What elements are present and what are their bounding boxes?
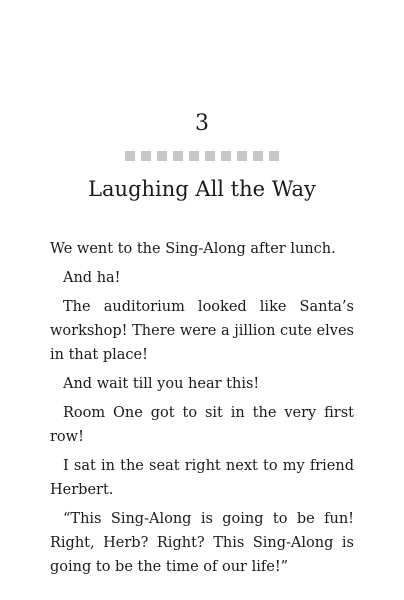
paragraph: Room One got to sit in the very first row! [50,405,354,445]
paragraph: And wait till you hear this! [63,376,260,392]
divider-square [125,151,135,161]
divider-square [157,151,167,161]
divider-square [253,151,263,161]
chapter-body [50,237,354,584]
paragraph: We went to the Sing-Along after lunch. [50,241,336,257]
divider-square [269,151,279,161]
paragraph: And ha! [63,270,121,286]
divider-square [221,151,231,161]
chapter-number: 3 [195,111,209,136]
divider-square [205,151,215,161]
divider-square [237,151,247,161]
divider-square [173,151,183,161]
divider-square [141,151,151,161]
paragraph: The auditorium looked like Santa’s workshop! There were a jillion cute elves in that place! [50,299,354,363]
divider-square [189,151,199,161]
paragraph: I sat in the seat right next to my friend Herbert. [50,458,354,498]
chapter-divider [0,151,404,161]
paragraph: “This Sing-Along is going to be fun! Right, Herb? Right? This Sing-Along is going to be the time of our life!” [50,511,354,575]
chapter-title: Laughing All the Way [88,177,316,201]
